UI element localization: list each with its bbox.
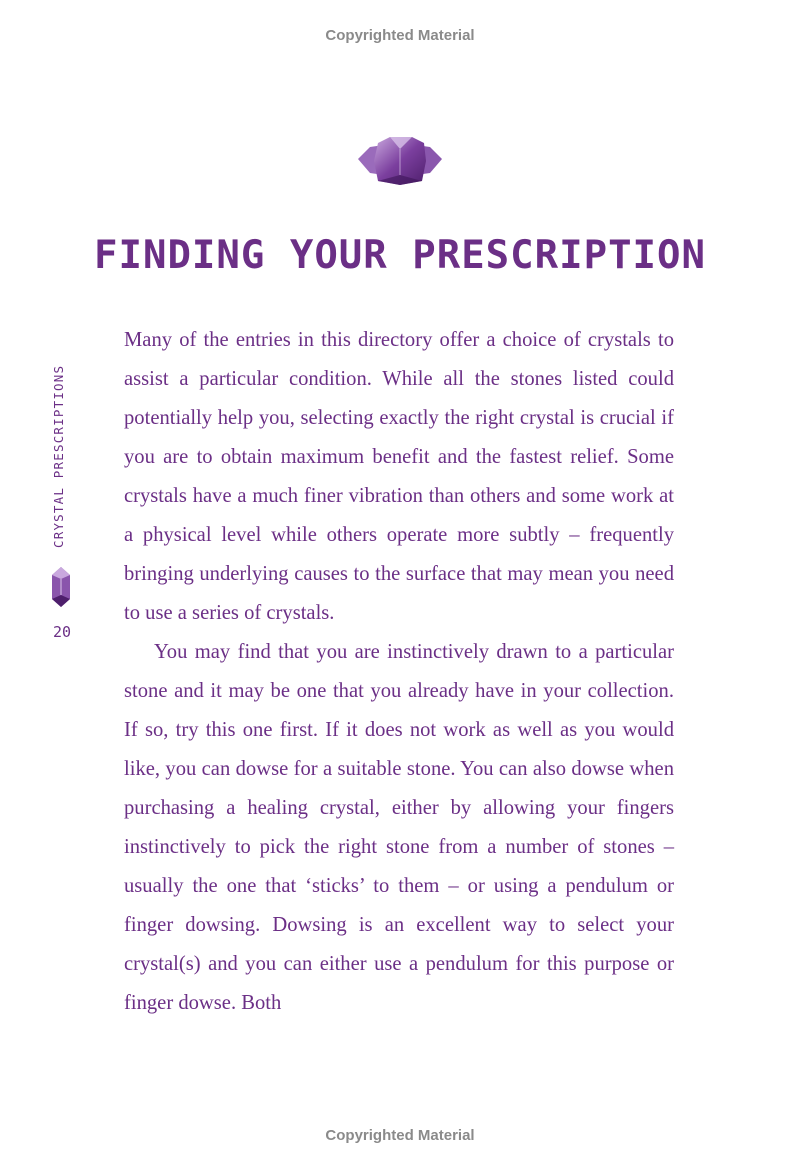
page-number: 20 [52,623,72,641]
crystal-icon [50,567,72,607]
page-title: FINDING YOUR PRESCRIPTION [94,233,706,278]
crystal-icon [356,135,444,187]
running-head-text: CRYSTAL PRESCRIPTIONS [51,364,66,548]
running-head [49,364,73,548]
copyright-header: Copyrighted Material [325,27,475,44]
body-text [124,321,674,1023]
paragraph: Many of the entries in this directory offer a choice of crystals to assist a particular condition. While all the stones listed could potentially help you, selecting exactly the right crystal is crucial if you are to obtain maximum benefit and the fastest relief. Some crystals have a much finer vibration than others and some work at a physical level while others operate more subtly – frequently bringing underlying causes to the surface that may mean you need to use a series of crystals. [124,329,674,624]
paragraph: You may find that you are instinctively drawn to a particular stone and it may be one that you already have in your collection. If so, try this one first. If it does not work as well as you would like, you can dowse for a suitable stone. You can also dowse when purchasing a healing crystal, either by allowing your fingers instinctively to pick the right stone from a number of stones – usually the one that ‘sticks’ to them – or using a pendulum or finger dowsing. Dowsing is an excellent way to select your crystal(s) and you can either use a pendulum for this purpose or finger dowse. Both [124,641,674,1014]
copyright-footer: Copyrighted Material [325,1127,475,1144]
